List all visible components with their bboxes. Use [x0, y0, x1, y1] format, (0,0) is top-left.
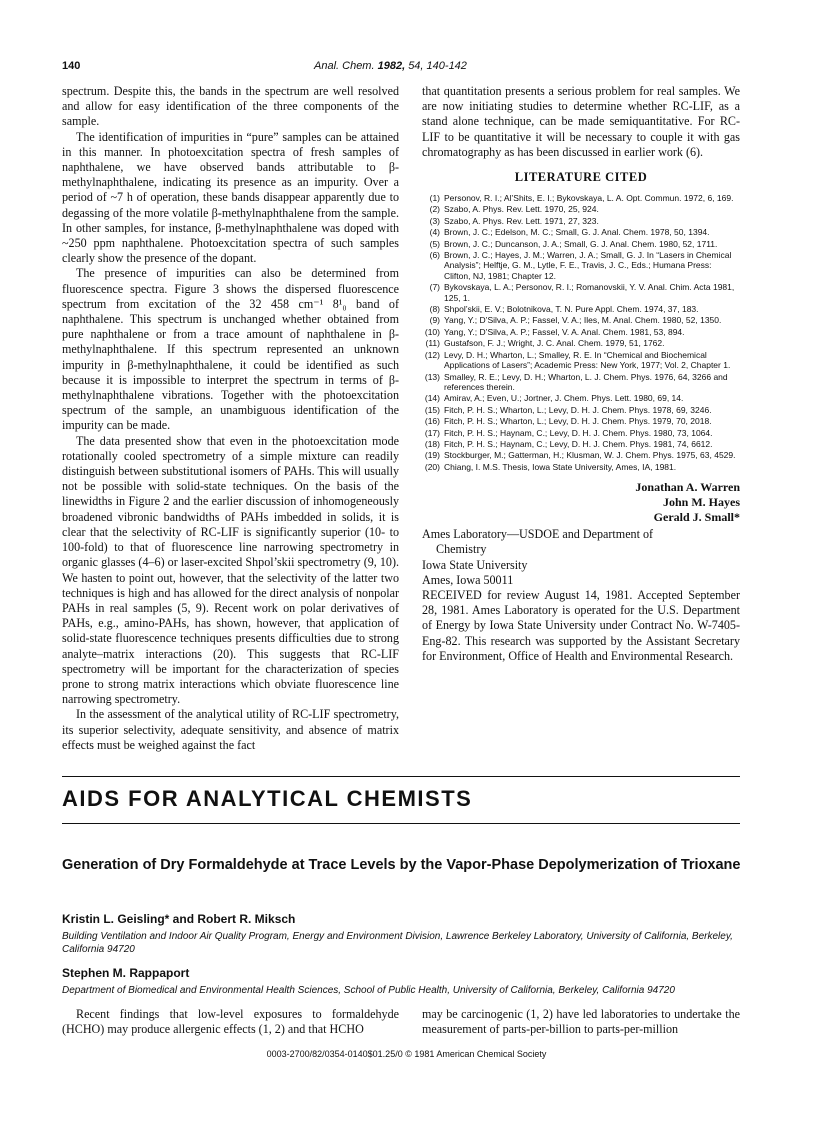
- affiliation-line: Iowa State University: [422, 557, 528, 572]
- reference-number: (4): [429, 227, 440, 238]
- article-body-left: Recent findings that low-level exposures to formaldehyde (HCHO) may produce allergenic effects (1, 2) and that HCHO: [62, 1007, 399, 1037]
- section-rule-bottom: [62, 823, 740, 824]
- reference-item: [422, 350, 740, 371]
- reference-item: [422, 327, 740, 337]
- reference-item: [422, 315, 740, 325]
- reference-number: (19): [424, 450, 440, 461]
- reference-text: Brown, J. C.; Edelson, M. C.; Small, G. J. Anal. Chem. 1978, 50, 1394.: [444, 227, 710, 238]
- article-body-right: may be carcinogenic (1, 2) have led laboratories to undertake the measurement of parts-per-billion to parts-per-million: [422, 1007, 740, 1037]
- reference-item: [422, 372, 740, 393]
- journal-name: Anal. Chem.: [314, 60, 375, 72]
- copyright-footer: 0003-2700/82/0354-0140$01.25/0 © 1981 American Chemical Society: [266, 1049, 547, 1059]
- paragraph: The identification of impurities in “pure” samples can be attained in this manner. In photoexcitation spectra of fresh samples of naphthalene, we have observed bands attributable to β-methylnaphthalene, indicating its presence as an impurity. Over a period of ~7 h of operation, these bands disappear apparently due to degassing of the more volatile β-methylnaphthalene from the sample. In other samples, for instance, β-methylnaphthalene was doped with ~250 ppm naphthalene. Photoexcitation spectra of such samples clearly show the presence of the dopant.: [62, 129, 399, 266]
- reference-text: Brown, J. C.; Duncanson, J. A.; Small, G. J. Anal. Chem. 1980, 52, 1711.: [444, 238, 718, 249]
- reference-text: Stockburger, M.; Gatterman, H.; Klusman, W. J. Chem. Phys. 1975, 63, 4529.: [444, 450, 736, 461]
- section-heading: AIDS FOR ANALYTICAL CHEMISTS: [62, 786, 473, 811]
- reference-number: (11): [425, 338, 440, 349]
- reference-number: (8): [429, 304, 440, 315]
- paragraph: spectrum. Despite this, the bands in the spectrum are well resolved and allow for easy identification of the three components of the sample.: [62, 84, 399, 129]
- reference-text: Fitch, P. H. S.; Haynam, C.; Levy, D. H. J. Chem. Phys. 1981, 74, 6612.: [444, 438, 713, 449]
- reference-item: [422, 282, 740, 303]
- reference-number: (7): [429, 282, 440, 293]
- reference-number: (10): [424, 326, 440, 337]
- reference-text: Fitch, P. H. S.; Haynam, C.; Levy, D. H. J. Chem. Phys. 1980, 73, 1064.: [444, 427, 713, 438]
- article-affiliation: Building Ventilation and Indoor Air Quality Program, Energy and Environment Division, Lawrence Berkeley Laboratory, University of California, Berkeley, California 94720: [62, 931, 733, 955]
- journal-year: 1982,: [377, 60, 406, 72]
- reference-number: (2): [429, 204, 440, 215]
- reference-number: (5): [429, 238, 440, 249]
- reference-number: (18): [424, 438, 440, 449]
- reference-number: (12): [424, 349, 440, 360]
- reference-number: (9): [429, 315, 440, 326]
- article-title: Generation of Dry Formaldehyde at Trace Levels by the Vapor-Phase Depolymerization of Trioxane: [62, 857, 741, 873]
- affiliation-line: Ames Laboratory—USDOE and Department of: [422, 527, 654, 542]
- reference-text: Brown, J. C.; Hayes, J. M.; Warren, J. A.; Small, G. J. In “Lasers in Chemical Analysis”; Helftje, G. M., Lytle, F. E., Travis, J. C., Eds.; Humana Press: Clifton, NJ, 1981; Chapter 12.: [444, 250, 732, 281]
- received-note: RECEIVED for review August 14, 1981. Accepted September 28, 1981. Ames Laboratory is operated for the U.S. Department of Energy by Iowa State University under Contract No. W-7405-Eng-82. This research was supported by the Assistant Secretary for Environment, Office of Health and Environmental Research.: [422, 587, 740, 663]
- reference-item: [422, 450, 740, 460]
- right-column: [422, 84, 740, 664]
- reference-number: (20): [424, 461, 440, 472]
- author-affiliation: [422, 527, 740, 588]
- affiliation-line: Ames, Iowa 50011: [422, 572, 514, 587]
- reference-item: [422, 193, 740, 203]
- reference-text: Amirav, A.; Even, U.; Jortner, J. Chem. Phys. Lett. 1980, 69, 14.: [444, 393, 684, 404]
- reference-item: [422, 462, 740, 472]
- reference-text: Smalley, R. E.; Levy, D. H.; Wharton, L. J. Chem. Phys. 1976, 64, 3266 and references therein.: [444, 371, 728, 392]
- literature-cited-heading: LITERATURE CITED: [514, 170, 648, 185]
- reference-text: Yang, Y.; D’Silva, A. P.; Fassel, V. A. Anal. Chem. 1981, 53, 894.: [444, 326, 685, 337]
- article-authors: Kristin L. Geisling* and Robert R. Miksch: [62, 912, 296, 926]
- reference-item: [422, 239, 740, 249]
- reference-text: Fitch, P. H. S.; Wharton, L.; Levy, D. H. J. Chem. Phys. 1979, 70, 2018.: [444, 416, 712, 427]
- reference-text: Personov, R. I.; Al’Shits, E. I.; Bykovskaya, L. A. Opt. Commun. 1972, 6, 169.: [444, 193, 734, 204]
- reference-number: (13): [424, 371, 440, 382]
- reference-text: Chiang, I. M.S. Thesis, Iowa State University, Ames, IA, 1981.: [444, 461, 677, 472]
- paragraph: that quantitation presents a serious problem for real samples. We are now initiating studies to determine whether RC-LIF, as a stand alone technique, can be made semiquantitative. For RC-LIF to be quantitative it will be necessary to couple it with gas chromatography as has been discussed in earlier work (6).: [422, 84, 740, 159]
- paragraph: In the assessment of the analytical utility of RC-LIF spectrometry, its superior selectivity, adequate sensitivity, and absence of matrix effects must be weighed against the fact: [62, 707, 399, 752]
- reference-number: (1): [429, 193, 440, 204]
- left-column: [62, 84, 399, 753]
- reference-text: Shpol’skii, E. V.; Bolotnikova, T. N. Pure Appl. Chem. 1974, 37, 183.: [444, 304, 699, 315]
- reference-item: [422, 227, 740, 237]
- reference-item: [422, 304, 740, 314]
- paragraph: The data presented show that even in the photoexcitation mode rotationally cooled spectrometry of a simple mixture can readily distinguish between substitutional isomers of PAHs. This will usually not be possible with solid-state techniques. On the basis of the linewidths in Figure 2 and the earlier discussion of inhomogeneously broadened vibronic bandwidths of PAHs imbedded in solids, it is clear that the selectivity of RC-LIF is significantly superior (10- to 100-fold) to that of fluorescence line narrowing spectrometry in organic glasses (4–6) or laser-excited Shpol’skii spectrometry (9, 10). We hasten to point out, however, that the selectivity of the latter two techniques is high and has allowed for the direct analysis of nonpolar PAHs in real samples (5, 9). Recent work on polar derivatives of PAHs, e.g., amino-PAHs, has shown, however, that application of solid-state fluorescence techniques presents difficulties due to strong analyte–matrix interactions (20). This suggests that RC-LIF spectrometry will be important for the characterization of species prone to strong matrix interactions which obviate fluorescence line narrowing spectrometry.: [62, 433, 399, 707]
- reference-text: Yang, Y.; D’Silva, A. P.; Fassel, V. A.; Iles, M. Anal. Chem. 1980, 52, 1350.: [444, 315, 722, 326]
- article-authors: Stephen M. Rappaport: [62, 966, 190, 980]
- reference-item: [422, 338, 740, 348]
- reference-number: (17): [424, 427, 440, 438]
- reference-item: [422, 393, 740, 403]
- page-number: 140: [62, 60, 81, 72]
- reference-text: Szabo, A. Phys. Rev. Lett. 1971, 27, 323.: [444, 215, 599, 226]
- paragraph: The presence of impurities can also be determined from fluorescence spectra. Figure 3 shows the dispersed fluorescence spectrum from excitation of the 32 458 cm⁻¹ 8¹₀ band of naphthalene. This spectrum is unchanged whether obtained from pure naphthalene or from a trace amount of naphthalene in β-methylnaphthalene. If this spectrum represented an unknown impurity in β-methylnaphthalene, it could be identified as such because it is impossible to interpret the spectrum in terms of β-methylnaphthalene vibrations. Together with the photoexcitation spectrum of the sample, an unambiguous identification of the impurity can be made.: [62, 266, 399, 433]
- reference-text: Szabo, A. Phys. Rev. Lett. 1970, 25, 924.: [444, 204, 599, 215]
- author-name: Gerald J. Small*: [653, 510, 740, 525]
- reference-list: [422, 193, 740, 472]
- reference-text: Bykovskaya, L. A.; Personov, R. I.; Romanovskii, Y. V. Anal. Chim. Acta 1981, 125, 1.: [444, 282, 735, 303]
- reference-number: (15): [424, 404, 440, 415]
- reference-text: Gustafson, F. J.; Wright, J. C. Anal. Chem. 1979, 51, 1762.: [444, 338, 665, 349]
- reference-item: [422, 250, 740, 281]
- journal-pages: 140-142: [426, 60, 467, 72]
- reference-item: [422, 416, 740, 426]
- journal-volume: 54,: [408, 60, 424, 72]
- reference-number: (6): [429, 250, 440, 261]
- reference-item: [422, 216, 740, 226]
- reference-number: (14): [424, 393, 440, 404]
- reference-number: (3): [429, 215, 440, 226]
- reference-item: [422, 428, 740, 438]
- author-block: [422, 480, 740, 525]
- author-name: John M. Hayes: [662, 495, 740, 510]
- reference-item: [422, 439, 740, 449]
- section-rule-top: [62, 776, 740, 777]
- running-header: [314, 60, 467, 72]
- affiliation-line: Chemistry: [436, 542, 487, 557]
- reference-text: Levy, D. H.; Wharton, L.; Smalley, R. E. In “Chemical and Biochemical Applications of Lasers”; Academic Press: New York, 1977; Vol. 2, Chapter 1.: [444, 349, 731, 371]
- reference-item: [422, 204, 740, 214]
- reference-number: (16): [424, 416, 440, 427]
- reference-text: Fitch, P. H. S.; Wharton, L.; Levy, D. H. J. Chem. Phys. 1978, 69, 3246.: [444, 404, 712, 415]
- reference-item: [422, 405, 740, 415]
- article-affiliation: Department of Biomedical and Environmental Health Sciences, School of Public Health, University of California, Berkeley, California 94720: [62, 985, 675, 996]
- author-name: Jonathan A. Warren: [635, 480, 740, 495]
